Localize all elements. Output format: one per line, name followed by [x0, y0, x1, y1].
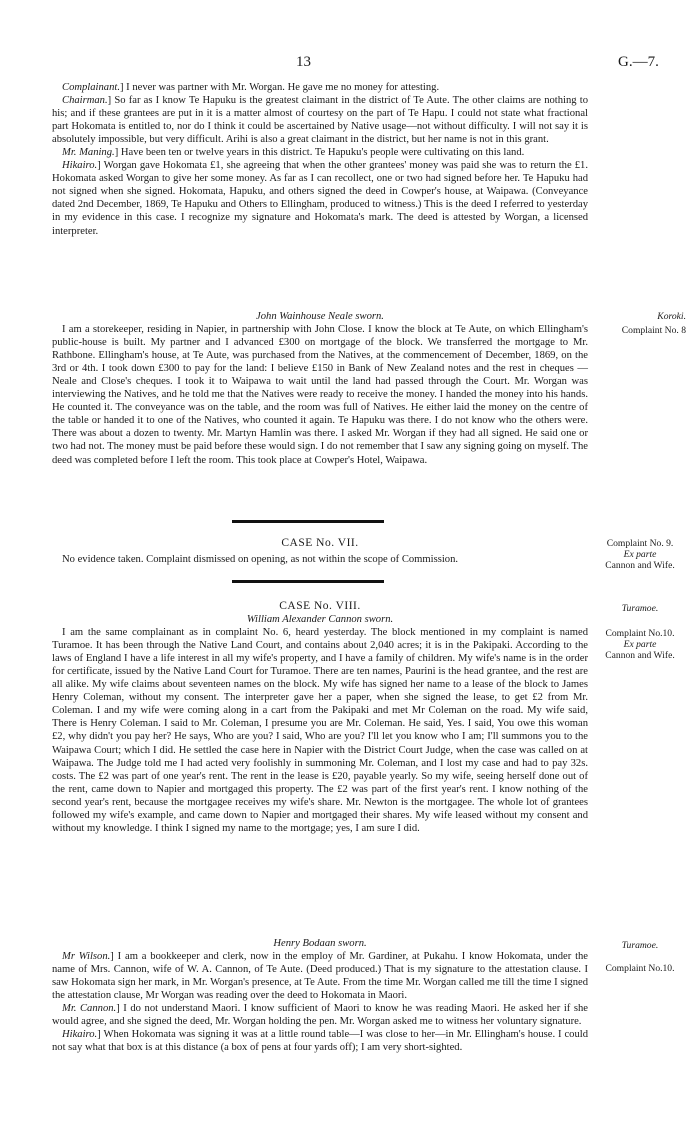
- paragraph: Mr. Cannon.] I do not understand Maori. I know sufficient of Maori to know he was reading Maori. He asked her if she would agree, and she signed the deed, Mr. Worgan holding the pen. Mr. Worgan asked me to witness her voluntary signature.: [52, 1003, 588, 1028]
- paragraph: Complainant.] I never was partner with Mr. Worgan. He gave me no money for attesting.: [62, 82, 440, 93]
- paragraph: I am the same complainant as in complaint No. 6, heard yesterday. The block mentioned in my complaint is named Turamoe. It has been through the Native Land Court, and contains about 2,040 acres; it is in the Pakipaki. According to the laws of England I have a life interest in all my wife's property, and I have a family of children. My wife's name is in the order for certificate, issued by the Native Land Court for Turamoe. There are ten names, Paurini is the head grantee, and the rest are all alike. My wife claims about seventeen names on the block. My wife has signed her name to a lease of the block to James Henry Coleman, without my consent. The interpreter gave her a paper, when she signed the lease, to get £2 from Mr. Coleman. I and my wife were coming along in a cart from the Pakipaki and met Mr Coleman on the road. My wife said, There is Henry Coleman. I said to Mr. Coleman, I presume you are Mr. Coleman. He said, Yes. I said, You owe this woman £2, why didn't you pay her? He says, Who are you? I said, Who are you? I'll let you know who I am; I'll summons you to the Waipawa Court; which I did. He settled the case here in Napier with the District Court Judge, when the case was called on at Waipawa. The Judge told me I had acted very foolishly in summoning Mr. Coleman, and I lost my case and had to pay 32s. costs. The £2 was part of one year's rent. The rent in the lease is £20, payable yearly. So my wife, seeing herself done out of the rent, came down to Napier and mortgaged this property. The £2 was part of the first year's rent. I know nothing of the second year's rent, because the mortgagee receives my wife's share. Mr. Newton is the mortgagee. The whole lot of grantees followed my wife's example, and came down to Napier and mortgaged their shares. My wife leased without my consent and without my knowledge. I think I signed my name to the mortgage; yes, I am sure I did.: [52, 627, 588, 834]
- case-heading: CASE No. VIII.: [279, 600, 361, 612]
- margin-note-ex-parte: Ex parte: [623, 549, 657, 560]
- margin-note-cannon-wife: Cannon and Wife.: [605, 650, 675, 661]
- witness-heading: William Alexander Cannon sworn.: [246, 614, 394, 626]
- margin-note-koroki: Koroki.: [657, 311, 686, 322]
- paragraph: Chairman.] So far as I know Te Hapuku is the greatest claimant in the district of Te Aute. The other claims are nothing to his; and if these grantees are put in it is a matter almost of courtesy on the part of Te Hapu. I could not state what fractional part Hokomata is entitled to, nor do I think it could be ascertained by Native usage—not without difficulty. I will not say it is absolutely impossible, but very difficult. Arihi is also a great claimant in the district, but her name is not in this grant.: [52, 95, 588, 146]
- bodaan-testimony: [52, 937, 588, 1054]
- margin-note-cannon-wife: Cannon and Wife.: [605, 560, 675, 571]
- witness-heading: Henry Bodaan sworn.: [273, 938, 367, 949]
- section-divider: [232, 520, 384, 523]
- paragraph: Mr Wilson.] I am a bookkeeper and clerk, now in the employ of Mr. Gardiner, at Pukahu. I know Hokomata, under the name of Mrs. Cannon, wife of W. A. Cannon, of Te Aute. (Deed produced.) That is my signature to the attestation clause. I saw Hokomata sign her mark, in Mr. Worgan's presence, at Te Aute. From the time Mr. Worgan called me till the time I signed the attestation clause, Mr Worgan was reading over the deed to Hokomata in Maori.: [52, 951, 589, 1002]
- neale-testimony: [52, 310, 588, 467]
- testimony-block-1: [52, 81, 588, 238]
- margin-note-turamoe: Turamoe.: [621, 603, 659, 614]
- paragraph: Mr. Maning.] Have been ten or twelve years in this district. Te Hapuku's people were cultivating on this land.: [62, 147, 525, 159]
- margin-note-complaint-10: Complaint No.10.: [605, 963, 675, 974]
- case-8: [52, 600, 588, 835]
- margin-note-ex-parte: Ex parte: [623, 639, 657, 650]
- margin-note-complaint-9: Complaint No. 9.: [606, 538, 674, 549]
- paragraph: No evidence taken. Complaint dismissed on opening, as not within the scope of Commission.: [62, 554, 459, 566]
- paragraph: Hikairo.] When Hokomata was signing it was at a little round table—I was close to her—in Mr. Ellingham's house. I could not say what that box is at this distance (a box of pens at four yards off); I am very short-sighted.: [52, 1029, 588, 1054]
- section-divider: [232, 580, 384, 583]
- page-number: 13: [296, 54, 311, 70]
- case-heading: CASE No. VII.: [281, 537, 359, 549]
- case-7: [52, 537, 588, 566]
- paragraph: Hikairo.] Worgan gave Hokomata £1, she agreeing that when the other grantees' money was paid she was to return the £1. Hokomata asked Worgan to give her some money. As far as I can recollect, one or two had signed before her. Te Hapuku had not signed when she signed. Hokomata, Hapuku, and others signed the deed in Cowper's house, at Waipawa. (Conveyance dated 2nd December, 1869, Te Hapuku and Others to Ellingham, produced to witness.) This is the deed I referred to yesterday in my evidence in this case. I recognize my signature and Hokomata's mark. The deed is attested by Worgan, a licensed interpreter.: [52, 160, 588, 237]
- paragraph: I am a storekeeper, residing in Napier, in partnership with John Close. I know the block at Te Aute, on which Ellingham's public-house is built. My partner and I advanced £300 on mortgage of the block. We transferred the mortgage to Mr. Rathbone. Ellingham's house, at Te Aute, was purchased from the Natives, at the commencement of December, 1869, on the 3rd or 4th. I took down £300 to pay for the land: I believe £150 in Bank of New Zealand notes and the rest in cheques —Neale and Close's cheques. I took it to Waipawa to wait until the land had passed through the Court. Mr. Worgan was interviewing the Natives, and he told me that the Natives were ready to receive the money. I handed the money into his hands. He counted it. The conveyance was on the table, and the room was full of Natives. He either laid the money on the centre of the table or handed it to one of the Natives, who counted it again. Te Hapuku was there. I do not know who the others were. There was about a dozen to twenty. Mr. Martyn Hamlin was there. I asked Mr. Worgan if they had all signed. He said one or two had not. The money must be paid before these would sign. I do not remember that I saw any signing going on myself. The deed was completed before I left the room. This took place at Cowper's Hotel, Waipawa.: [52, 324, 588, 466]
- margin-note-complaint-8: Complaint No. 8: [621, 325, 686, 336]
- witness-heading: John Wainhouse Neale sworn.: [256, 311, 384, 322]
- page-reference: G.—7.: [618, 54, 659, 70]
- margin-note-turamoe: Turamoe.: [621, 940, 659, 951]
- margin-note-complaint-10: Complaint No.10.: [605, 628, 675, 639]
